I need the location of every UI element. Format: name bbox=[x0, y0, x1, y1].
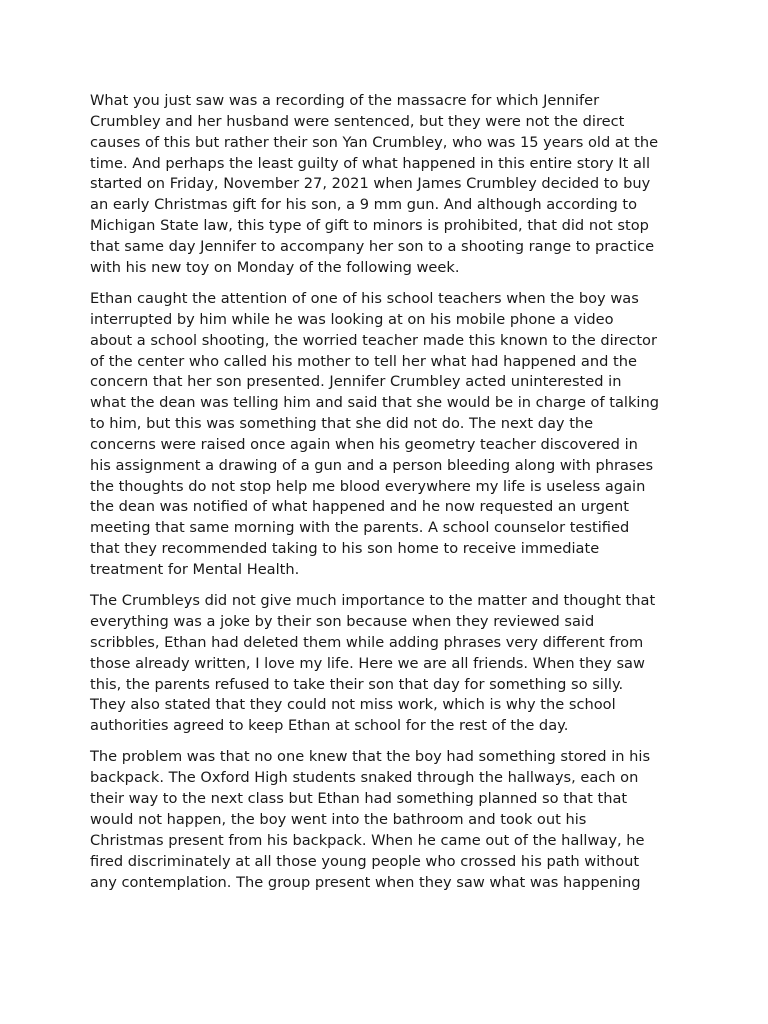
paragraph-3: The Crumbleys did not give much importance to the matter and thought that everything was a joke by their son because when they reviewed said scribbles, Ethan had deleted them while adding phrases very different from those already written, I love my life. Here we are all friends. When they saw this, the parents refused to take their son that day for something so silly. They also stated that they could not miss work, which is why the school authorities agreed to keep Ethan at school for the rest of the day. bbox=[90, 592, 656, 735]
paragraph-2: Ethan caught the attention of one of his school teachers when the boy was interrupted by him while he was looking at on his mobile phone a video about a school shooting, the worried teacher made this known to the director of the center who called his mother to tell her what had happened and the concern that her son presented. Jennifer Crumbley acted uninterested in what the dean was telling him and said that she would be in charge of talking to him, but this was something that she did not do. The next day the concerns were raised once again when his geometry teacher discovered in his assignment a drawing of a gun and a person bleeding along with phrases the thoughts do not stop help me blood everywhere my life is useless again the dean was notified of what happened and he now requested an urgent meeting that same morning with the parents. A school counselor testified that they recommended taking to his son home to receive immediate treatment for Mental Health. bbox=[90, 289, 659, 578]
paragraph-4: The problem was that no one knew that the boy had something stored in his backpack. The Oxford High students snaked through the hallways, each on their way to the next class but Ethan had something planned so that that would not happen, the boy went into the bathroom and took out his Christmas present from his backpack. When he came out of the hallway, he fired discriminately at all those young people who crossed his path without any contemplation. The group present when they saw what was happening bbox=[90, 748, 651, 891]
paragraph-1: What you just saw was a recording of the massacre for which Jennifer Crumbley and her husband were sentenced, but they were not the direct causes of this but rather their son Yan Crumbley, who was 15 years old at the time. And perhaps the least guilty of what happened in this entire story It all started on Friday, November 27, 2021 when James Crumbley decided to buy an early Christmas gift for his son, a 9 mm gun. And although according to Michigan State law, this type of gift to minors is prohibited, that did not stop that same day Jennifer to accompany her son to a shooting range to practice with his new toy on Monday of the following week. bbox=[90, 92, 659, 276]
document-page bbox=[90, 91, 690, 904]
